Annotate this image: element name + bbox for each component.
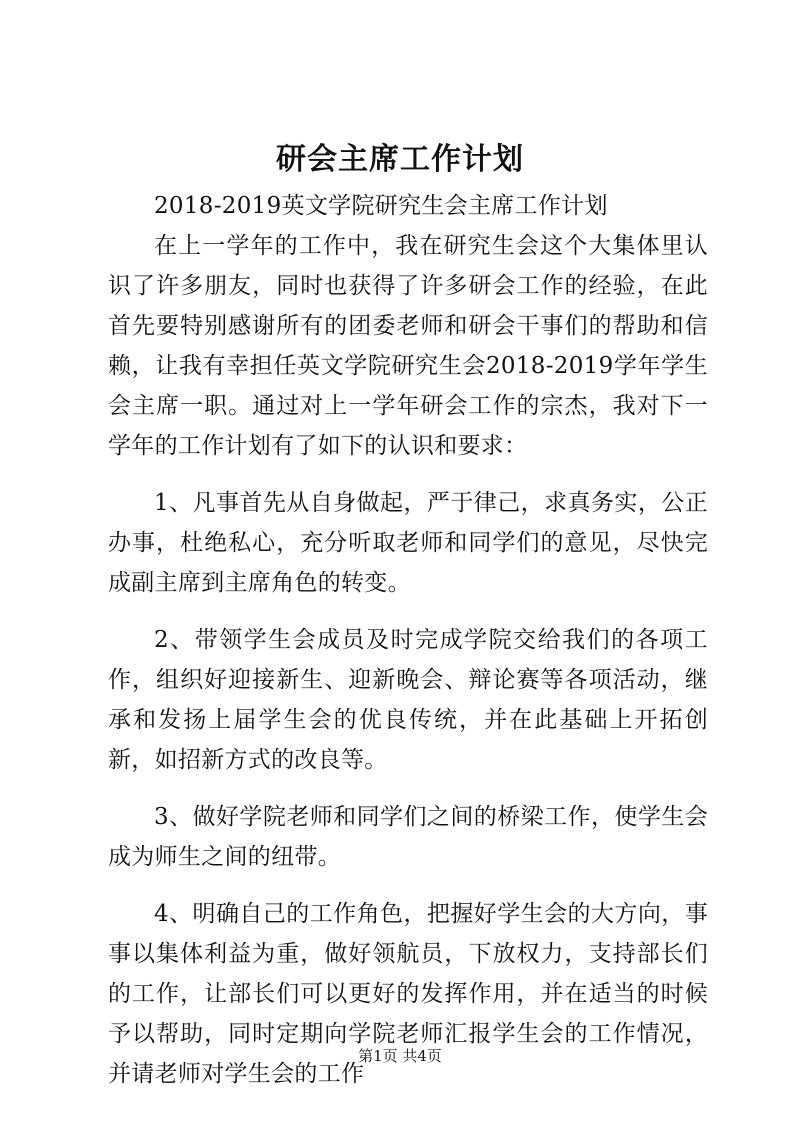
page-footer: 第1页 共4页 (358, 1047, 442, 1065)
document-title: 研会主席工作计划 (276, 142, 524, 177)
document-subtitle: 2018-2019英文学院研究生会主席工作计划 (154, 193, 608, 219)
document-body (108, 186, 708, 1094)
paragraph-item-1: 1、凡事首先从自身做起，严于律己，求真务实，公正办事，杜绝私心，充分听取老师和同学们的意见，尽快完成副主席到主席角色的转变。 (108, 490, 708, 596)
paragraph-item-3: 3、做好学院老师和同学们之间的桥梁工作，使学生会成为师生之间的纽带。 (108, 804, 708, 870)
paragraph-intro: 在上一学年的工作中，我在研究生会这个大集体里认识了许多朋友，同时也获得了许多研会工作的经验，在此首先要特别感谢所有的团委老师和研会干事们的帮助和信赖，让我有幸担任英文学院研究生会2018-2019学年学生会主席一职。通过对上一学年研会工作的宗杰，我对下一学年的工作计划有了如下的认识和要求： (108, 233, 708, 459)
paragraph-item-2: 2、带领学生会成员及时完成学院交给我们的各项工作，组织好迎接新生、迎新晚会、辩论赛等各项活动，继承和发扬上届学生会的优良传统，并在此基础上开拓创新，如招新方式的改良等。 (108, 627, 708, 773)
paragraph-item-4: 4、明确自己的工作角色，把握好学生会的大方向，事事以集体利益为重，做好领航员，下放权力，支持部长们的工作，让部长们可以更好的发挥作用，并在适当的时候予以帮助，同时定期向学院老师汇报学生会的工作情况，并请老师对学生会的工作 (108, 901, 708, 1087)
